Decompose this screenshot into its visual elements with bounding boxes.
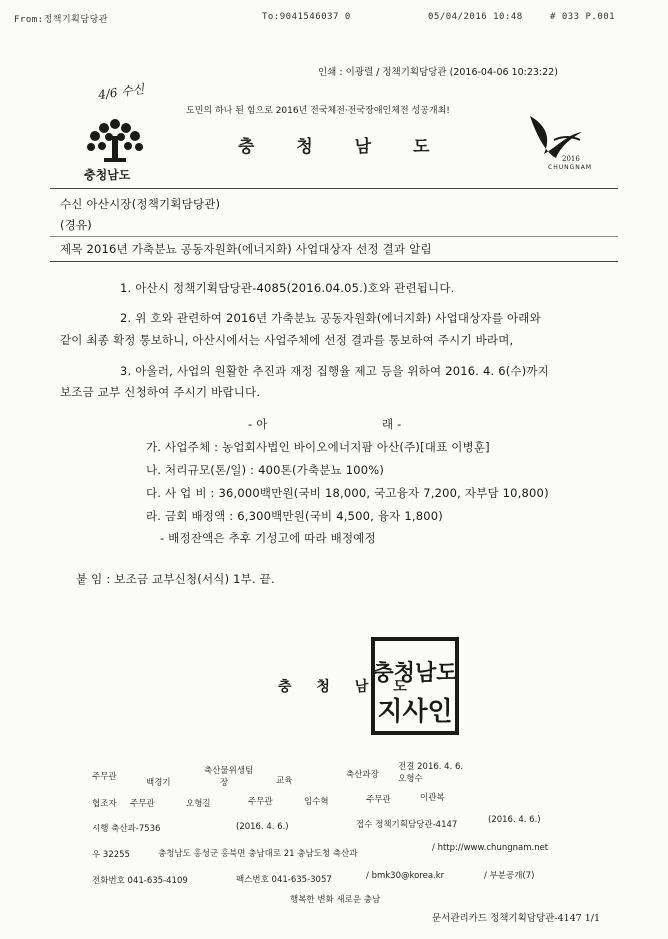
- paragraph-1: 1. 아산시 정책기획담당관-4085(2016.04.05.)호와 관련됩니다.: [120, 281, 455, 295]
- receipt-date: (2016. 4. 6.): [488, 815, 541, 825]
- fax-number: 팩스번호 041-635-3057: [236, 875, 332, 885]
- approval-section-chief: 축산과장: [346, 770, 379, 780]
- slogan: 도민의 하나 된 힘으로 2016년 전국체전·전국장애인체전 성공개최!: [186, 106, 450, 116]
- item-c: 다. 사 업 비 : 36,000백만원(국비 18,000, 국고융자 7,200, 자부담 10,800): [146, 486, 549, 500]
- phone: 전화번호 041-635-4109: [92, 876, 188, 886]
- subject-rule: [50, 261, 618, 262]
- paragraph-2-line-1: 2. 위 호와 관련하여 2016년 가축분뇨 공동자원화(에너지화) 사업대상자를 아래와: [120, 311, 541, 325]
- receipt-label: 접수 정책기획담당관-4147: [356, 820, 458, 830]
- via: (경유): [60, 218, 92, 232]
- coop-name-2: 임수혁: [304, 797, 329, 807]
- seal-line-1: 충청남도: [372, 661, 458, 686]
- website-link[interactable]: / http://www.chungnam.net: [432, 843, 549, 853]
- logo-text: 충청남도: [84, 168, 131, 182]
- seal-line-2: 지사인: [377, 697, 453, 727]
- signature-org: 충 청 남 도: [278, 679, 417, 695]
- item-a: 가. 사업주체 : 농업회사법인 바이오에너지팜 아산(주)[대표 이병훈]: [146, 440, 490, 454]
- fax-page: # 033 P.001: [550, 12, 616, 22]
- item-b: 나. 처리규모(톤/일) : 400톤(가축분뇨 100%): [146, 463, 385, 477]
- official-seal: [370, 636, 460, 736]
- below-heading-right: 래 -: [382, 417, 402, 431]
- right-logo-text: CHUNGNAM: [548, 164, 592, 171]
- coop-role-1: 주무관: [130, 799, 155, 809]
- motto: 행복한 변화 새로운 충남: [290, 895, 381, 905]
- doc-management-card: 문서관리카드 정책기획담당관-4147 1/1: [432, 913, 601, 924]
- subject: 제목 2016년 가축분뇨 공동자원화(에너지화) 사업대상자 선정 결과 알림: [60, 242, 432, 256]
- coop-name-3: 이관복: [420, 793, 445, 803]
- attachment: 붙 임 : 보조금 교부신청(서식) 1부. 끝.: [76, 572, 275, 586]
- paragraph-3-line-2: 보조금 교부 신청하여 주시기 바랍니다.: [60, 385, 261, 399]
- approval-staff-name: 백경기: [146, 778, 171, 788]
- via-rule: [50, 236, 618, 237]
- seal-icon: [370, 636, 460, 736]
- fax-from: From:정책기획담당관: [14, 15, 108, 25]
- paragraph-3-line-1: 3. 아울러, 사업의 원활한 추진과 재정 집행율 제고 등을 위하여 2016. 4. 6(수)까지: [120, 364, 550, 378]
- org-title: 충 청 남 도: [238, 137, 448, 157]
- paragraph-2-line-2: 같이 최종 확정 통보하니, 아산시에서는 사업주체에 선정 결과를 통보하여 주시기 바라며,: [60, 333, 514, 347]
- fax-to: To:9041546037 0: [262, 12, 351, 22]
- coop-label: 협조자: [92, 799, 117, 809]
- approval-team: 축산물위생팀: [204, 766, 254, 776]
- disclosure: / 부분공개(7): [484, 871, 535, 881]
- fax-datetime: 05/04/2016 10:48: [428, 12, 523, 22]
- item-note: - 배정잔액은 추후 기성고에 따라 배정예정: [160, 531, 376, 545]
- address: 충청남도 홍성군 홍북면 충남대로 21 충남도청 축산과: [158, 849, 358, 859]
- email-link[interactable]: / bmk30@korea.kr: [366, 871, 445, 881]
- coop-role-2: 주무관: [248, 797, 273, 807]
- recipient: 수신 아산시장(정책기획담당관): [60, 197, 221, 211]
- header-rule: [50, 188, 618, 189]
- issue-label: 시행 축산과-7536: [92, 824, 161, 834]
- chungnam-emblem: [82, 116, 148, 164]
- zip-code: 우 32255: [92, 850, 130, 860]
- approval-team-name: 교육: [276, 776, 293, 786]
- approval-final-name: 오형수: [398, 774, 423, 784]
- coop-role-3: 주무관: [366, 795, 391, 805]
- print-line: 인쇄 : 이광렬 / 정책기획담당관 (2016-04-06 10:23:22): [318, 67, 558, 78]
- below-heading-left: - 아: [248, 417, 268, 431]
- item-d: 라. 금회 배정액 : 6,300백만원(국비 4,500, 융자 1,800): [146, 509, 443, 523]
- right-logo-year: 2016: [562, 155, 580, 163]
- approval-staff-label: 주무관: [92, 772, 117, 782]
- approval-final-label: 전결 2016. 4. 6.: [398, 762, 464, 772]
- approval-team-role: 장: [220, 778, 229, 788]
- coop-name-1: 오형길: [186, 799, 211, 809]
- issue-date: (2016. 4. 6.): [236, 822, 289, 832]
- handwritten-note: 4/6 수신: [97, 81, 146, 103]
- tree-logo-icon: [82, 116, 148, 164]
